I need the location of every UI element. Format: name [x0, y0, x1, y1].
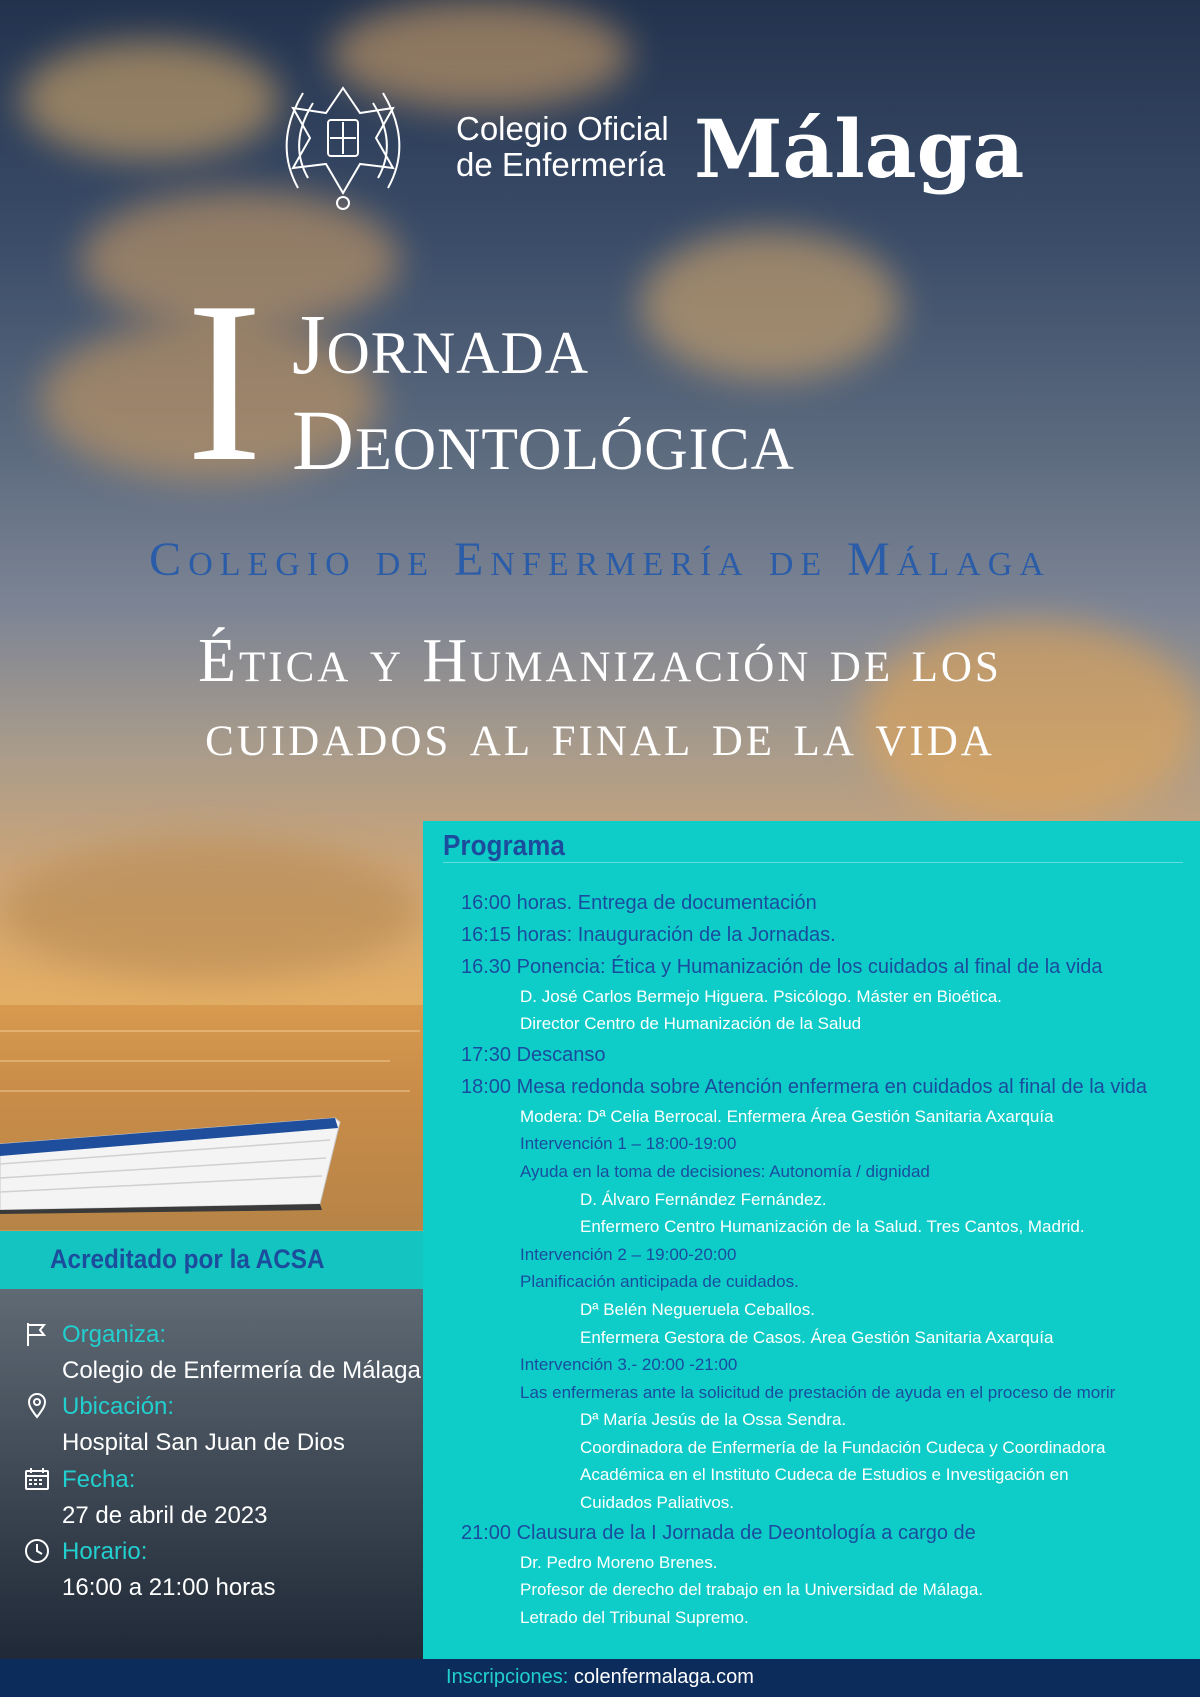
sea-reflection	[0, 1060, 390, 1062]
program-item: D. José Carlos Bermejo Higuera. Psicólogo. Máster en Bioética.	[520, 987, 1002, 1006]
sea-reflection	[0, 1090, 410, 1092]
organiza-value: Colegio de Enfermería de Málaga	[62, 1357, 421, 1384]
program-item: 16:00 horas. Entrega de documentación	[461, 892, 817, 914]
organiza-label: Organiza:	[62, 1321, 167, 1348]
program-item: Académica en el Instituto Cudeca de Estudios e Investigación en	[580, 1465, 1069, 1484]
cloud	[0, 840, 420, 980]
cloud	[640, 230, 900, 380]
program-item: Dr. Pedro Moreno Brenes.	[520, 1553, 718, 1572]
registration-url[interactable]: colenfermalaga.com	[573, 1666, 754, 1688]
program-item: 16.30 Ponencia: Ética y Humanización de los cuidados al final de la vida	[461, 956, 1103, 978]
program-title: Programa	[443, 830, 565, 862]
program-item: Intervención 2 – 19:00-20:00	[520, 1245, 737, 1264]
program-item: 21:00 Clausura de la I Jornada de Deontología a cargo de	[461, 1522, 976, 1544]
cloud	[20, 40, 280, 160]
program-item: Letrado del Tribunal Supremo.	[520, 1608, 749, 1627]
program-item: Director Centro de Humanización de la Salud	[520, 1014, 862, 1033]
program-item: 18:00 Mesa redonda sobre Atención enfermera en cuidados al final de la vida	[461, 1076, 1148, 1098]
horario-value: 16:00 a 21:00 horas	[62, 1574, 276, 1601]
program-item: Dª María Jesús de la Ossa Sendra.	[580, 1410, 847, 1429]
program-item: Cuidados Paliativos.	[580, 1493, 735, 1512]
program-item: Ayuda en la toma de decisiones: Autonomía / dignidad	[520, 1162, 930, 1181]
program-item: Planificación anticipada de cuidados.	[520, 1272, 799, 1291]
ubicacion-value: Hospital San Juan de Dios	[62, 1429, 345, 1456]
program-item: Las enfermeras ante la solicitud de prestación de ayuda en el proceso de morir	[520, 1383, 1116, 1402]
fecha-value: 27 de abril de 2023	[62, 1502, 268, 1529]
accreditation-text: Acreditado por la ACSA	[50, 1244, 325, 1274]
fecha-label: Fecha:	[62, 1466, 136, 1493]
crest-logo	[268, 68, 418, 218]
title-line2: Deontológica	[292, 392, 795, 488]
program-item: Intervención 1 – 18:00-19:00	[520, 1134, 737, 1153]
theme-line1: Ética y Humanización de los	[198, 627, 1002, 695]
horario-label: Horario:	[62, 1538, 148, 1565]
program-item: Intervención 3.- 20:00 -21:00	[520, 1355, 738, 1374]
boat-image	[0, 1104, 345, 1214]
city-name: Málaga	[694, 102, 1025, 196]
ubicacion-label: Ubicación:	[62, 1393, 175, 1420]
program-item: D. Álvaro Fernández Fernández.	[580, 1190, 827, 1209]
program-item: Dª Belén Negueruela Ceballos.	[580, 1300, 815, 1319]
location-pin-icon	[24, 1393, 50, 1419]
subtitle: Colegio de Enfermería de Málaga	[149, 533, 1051, 586]
program-item: 16:15 horas: Inauguración de la Jornadas.	[461, 924, 836, 946]
program-item: Coordinadora de Enfermería de la Fundación Cudeca y Coordinadora	[580, 1438, 1106, 1457]
sea-reflection	[0, 1030, 420, 1032]
title-line1: Jornada	[292, 296, 590, 392]
program-item: Modera: Dª Celia Berrocal. Enfermera Área Gestión Sanitaria Axarquía	[520, 1107, 1054, 1126]
program-divider	[443, 862, 1183, 863]
org-name-line2: de Enfermería	[456, 146, 666, 183]
program-item: Enfermera Gestora de Casos. Área Gestión Sanitaria Axarquía	[580, 1328, 1054, 1347]
org-name-line1: Colegio Oficial	[456, 110, 669, 147]
registration-label: Inscripciones:	[446, 1666, 569, 1688]
clock-icon	[24, 1538, 50, 1564]
program-item: Profesor de derecho del trabajo en la Universidad de Málaga.	[520, 1580, 984, 1599]
program-item: Enfermero Centro Humanización de la Salud. Tres Cantos, Madrid.	[580, 1217, 1085, 1236]
edition-numeral: I	[186, 254, 263, 509]
registration-line	[0, 1666, 1200, 1689]
flag-icon	[24, 1321, 50, 1347]
calendar-icon	[24, 1466, 50, 1492]
theme-line2: cuidados al final de la vida	[205, 701, 995, 769]
program-item: 17:30 Descanso	[461, 1044, 606, 1066]
